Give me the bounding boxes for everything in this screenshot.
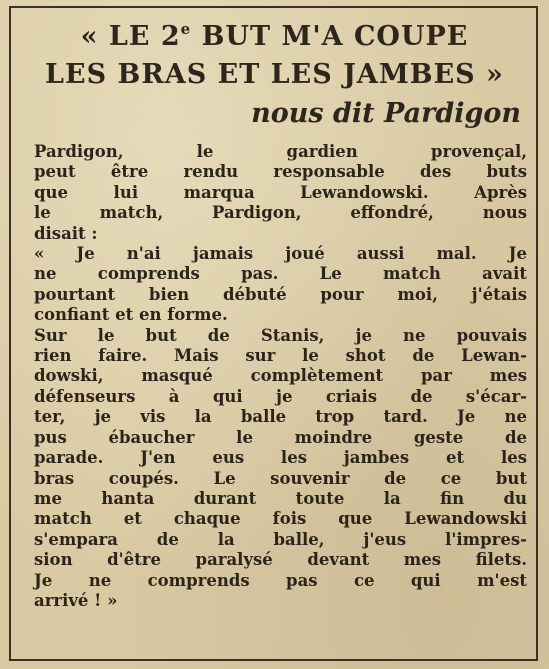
article-line: sion d'être paralysé devant mes filets. <box>34 550 527 570</box>
headline <box>14 18 535 94</box>
article-line: le match, Pardigon, effondré, nous <box>34 203 527 223</box>
article-line: ne comprends pas. Le match avait <box>34 264 527 284</box>
article-line: arrivé ! » <box>34 590 118 610</box>
article-line: disait : <box>34 223 98 243</box>
article-line: Sur le but de Stanis, je ne pouvais <box>34 325 527 345</box>
article-line: parade. J'en eus les jambes et les <box>34 448 527 468</box>
ordinal-superscript: e <box>180 20 192 38</box>
article-line: pus ébaucher le moindre geste de <box>34 427 527 447</box>
article-line: me hanta durant toute la fin du <box>34 488 527 508</box>
article-line: pourtant bien débuté pour moi, j'étais <box>34 284 527 304</box>
article-line: « Je n'ai jamais joué aussi mal. Je <box>34 244 527 264</box>
article-line: que lui marqua Lewandowski. Après <box>34 182 527 202</box>
article-line: bras coupés. Le souvenir de ce but <box>34 468 527 488</box>
headline-line-2: LES BRAS ET LES JAMBES » <box>45 59 504 90</box>
article-line: défenseurs à qui je criais de s'écar- <box>34 386 527 406</box>
article-line: rien faire. Mais sur le shot de Lewan- <box>34 346 527 366</box>
headline-line-1-suffix: BUT M'A COUPE <box>191 21 469 52</box>
article-line: Je ne comprends pas ce qui m'est <box>34 570 527 590</box>
article-line: peut être rendu responsable des buts <box>34 162 527 182</box>
byline: nous dit Pardigon <box>251 98 521 129</box>
article-body <box>34 142 527 611</box>
article-line: ter, je vis la balle trop tard. Je ne <box>34 407 527 427</box>
article-line: match et chaque fois que Lewandowski <box>34 509 527 529</box>
headline-line-1 <box>14 18 535 56</box>
article-line: s'empara de la balle, j'eus l'impres- <box>34 529 527 549</box>
headline-line-1-prefix: « LE 2 <box>80 21 181 52</box>
article-line: confiant et en forme. <box>34 305 228 325</box>
article-line: dowski, masqué complètement par mes <box>34 366 527 386</box>
article-line: Pardigon, le gardien provençal, <box>34 142 527 161</box>
